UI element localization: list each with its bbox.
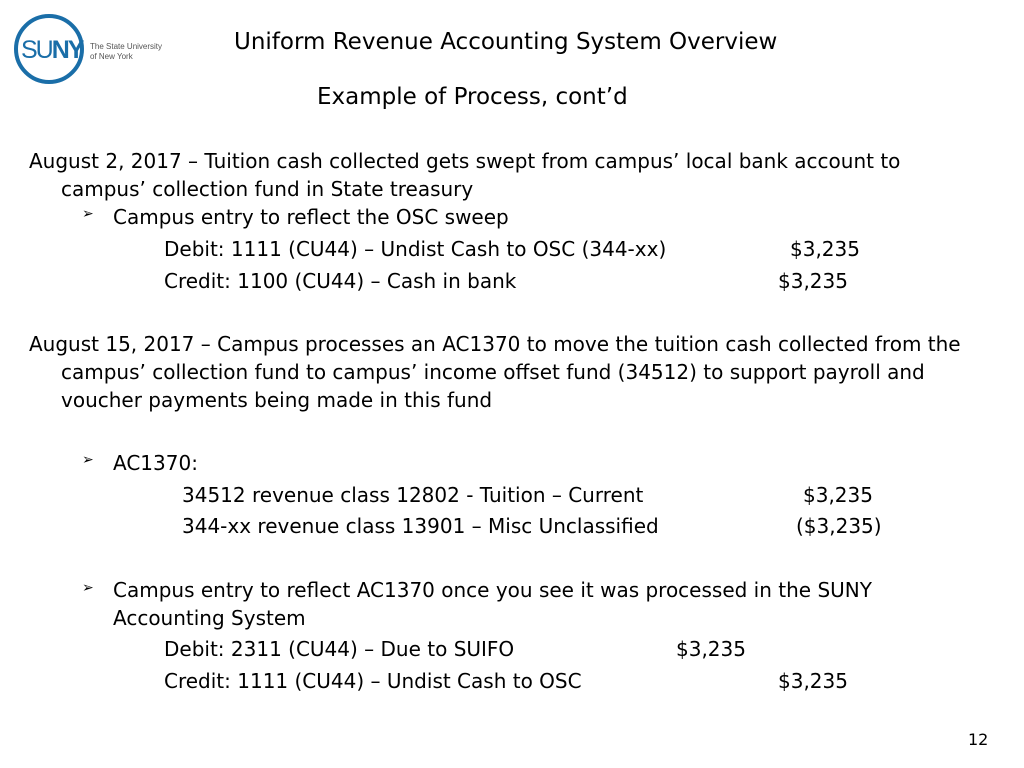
- page-title: Uniform Revenue Accounting System Overview: [234, 29, 778, 55]
- section1-entry-amount: $3,235: [778, 269, 848, 293]
- section2-entry-amount: ($3,235): [796, 514, 882, 538]
- section2-line2: campus’ collection fund to campus’ income offset fund (34512) to support payroll and: [61, 360, 925, 384]
- section2-line3: voucher payments being made in this fund: [61, 388, 493, 412]
- section1-entry-amount: $3,235: [790, 237, 860, 261]
- page-subtitle: Example of Process, cont’d: [317, 84, 628, 110]
- section3-entry-label: Credit: 1111 (CU44) – Undist Cash to OSC: [164, 669, 582, 693]
- section1-entry-label: Debit: 1111 (CU44) – Undist Cash to OSC (344-xx): [164, 237, 667, 261]
- page-number: 12: [968, 730, 989, 749]
- logo-ny: NY: [51, 36, 83, 64]
- section2-line1: August 15, 2017 – Campus processes an AC1370 to move the tuition cash collected from the: [29, 332, 961, 356]
- section2-entry-amount: $3,235: [803, 483, 873, 507]
- section3-entry-label: Debit: 2311 (CU44) – Due to SUIFO: [164, 637, 515, 661]
- logo-tagline-line2: of New York: [90, 52, 133, 61]
- logo-su: SU: [21, 36, 52, 64]
- section3-bullet-line2: Accounting System: [113, 606, 306, 630]
- section3-entry-amount: $3,235: [676, 637, 746, 661]
- section2-bullet: AC1370:: [113, 451, 198, 475]
- section1-bullet: Campus entry to reflect the OSC sweep: [113, 205, 509, 229]
- section1-entry-label: Credit: 1100 (CU44) – Cash in bank: [164, 269, 517, 293]
- section3-bullet-line1: Campus entry to reflect AC1370 once you see it was processed in the SUNY: [113, 578, 872, 602]
- logo-tagline: [90, 42, 162, 62]
- section1-line1: August 2, 2017 – Tuition cash collected gets swept from campus’ local bank account to: [29, 149, 901, 173]
- section2-entry-label: 344-xx revenue class 13901 – Misc Unclassified: [182, 514, 659, 538]
- section3-entry-amount: $3,235: [778, 669, 848, 693]
- section1-line2: campus’ collection fund in State treasury: [61, 177, 474, 201]
- section2-entry-label: 34512 revenue class 12802 - Tuition – Current: [182, 483, 644, 507]
- arrow-bullet-icon: ➢: [82, 206, 94, 222]
- logo-wordmark: [21, 36, 82, 65]
- logo-tagline-line1: The State University: [90, 42, 163, 51]
- arrow-bullet-icon: ➢: [82, 452, 94, 468]
- arrow-bullet-icon: ➢: [82, 580, 94, 596]
